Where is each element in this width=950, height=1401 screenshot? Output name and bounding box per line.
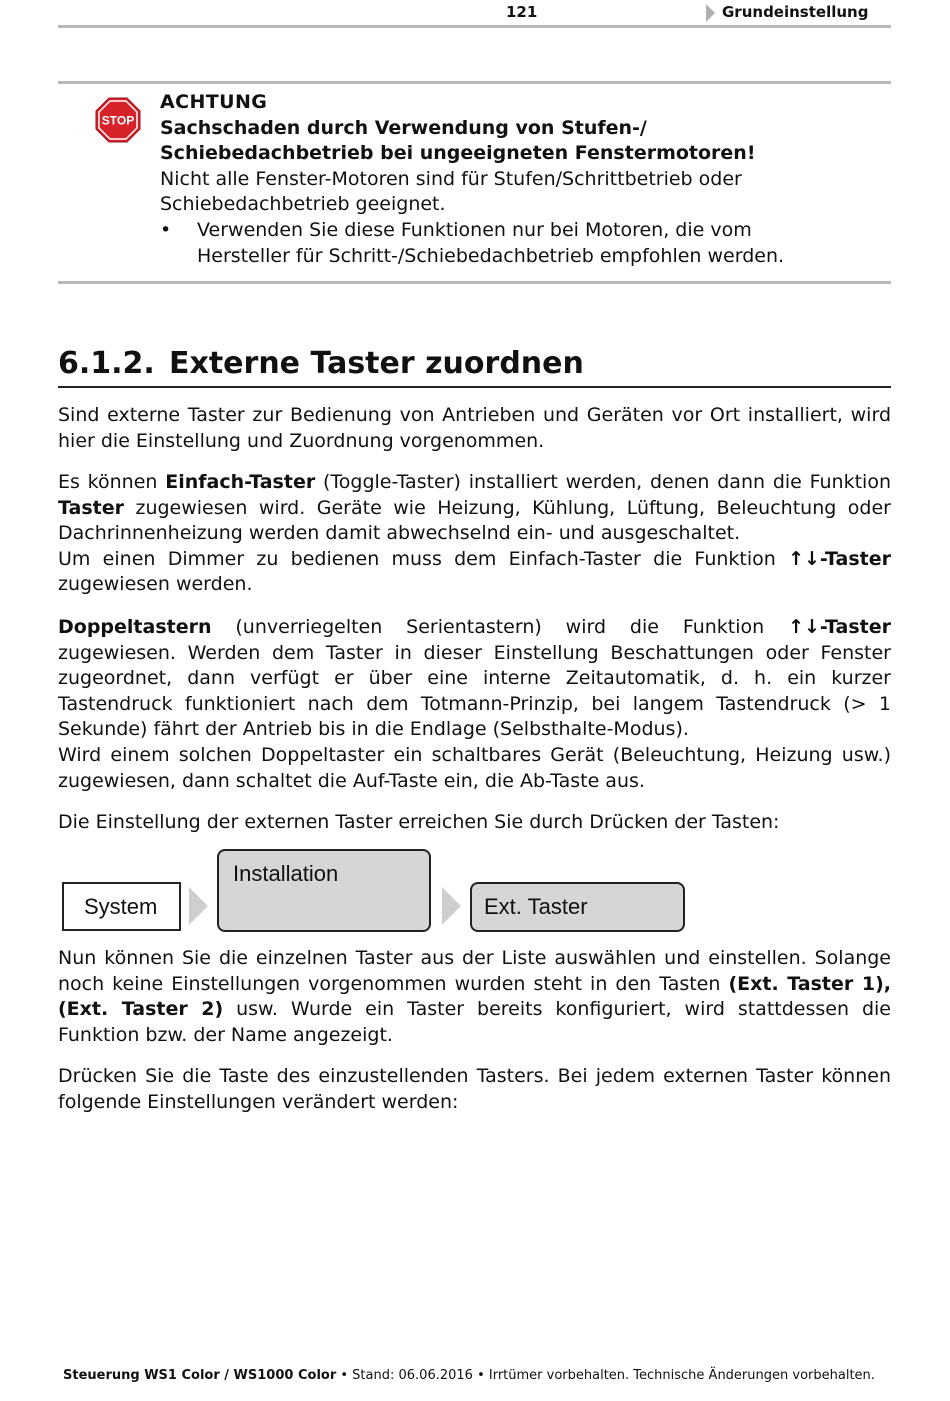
text-run: (unverriegelten Serientastern) wird die Funktion: [211, 616, 789, 638]
warning-box: [58, 81, 891, 284]
paragraph-select-list: [58, 946, 891, 1048]
warning-bullet-line-1: Verwenden Sie diese Funktionen nur bei Motoren, die vom: [197, 218, 752, 241]
text-run: usw. Wurde ein Taster bereits konfiguriert, wird stattdessen die Funktion bzw. der Name angezeigt.: [58, 998, 891, 1046]
term-ext-taster-labels: (Ext. Taster 1), (Ext. Taster 2): [58, 972, 891, 1021]
paragraph-single-button: [58, 470, 891, 598]
section-number: 6.1.2.: [58, 346, 155, 381]
warning-text-line-2: Schiebedachbetrieb geeignet.: [160, 193, 446, 216]
text-run: Um einen Dimmer zu bedienen muss dem Einfach-Taster die Funktion: [58, 547, 789, 570]
term-updown-taster: ↑↓-Taster: [788, 616, 891, 638]
arrow-right-icon: [442, 887, 461, 925]
arrow-right-icon: [189, 887, 208, 925]
bullet-icon: •: [160, 218, 172, 241]
text-run: (Toggle-Taster) installiert werden, denen dann die Funktion: [315, 471, 892, 493]
term-updown-taster: ↑↓-Taster: [788, 547, 891, 570]
footer-info: • Stand: 06.06.2016 • Irrtümer vorbehalten. Technische Änderungen vorbehalten.: [336, 1368, 875, 1383]
footer-product: Steuerung WS1 Color / WS1000 Color: [63, 1368, 337, 1383]
page-number: 121: [506, 3, 538, 21]
warning-title: ACHTUNG: [160, 91, 268, 113]
warning-text: [160, 90, 880, 269]
page-header: [58, 0, 891, 28]
paragraph-settings-intro: Drücken Sie die Taste des einzustellenden Tasters. Bei jedem externen Taster können folgende Einstellungen verändert werden:: [58, 1065, 891, 1113]
warning-subtitle-line-1: Sachschaden durch Verwendung von Stufen-/: [160, 116, 647, 139]
header-section-label: Grundeinstellung: [722, 3, 869, 21]
paragraph-navigation-intro: Die Einstellung der externen Taster erreichen Sie durch Drücken der Tasten:: [58, 811, 780, 833]
text-run: Nun können Sie die einzelnen Taster aus der Liste auswählen und einstellen. Solange noch keine Einstellungen vorgenommen wurden steht in den Tasten: [58, 947, 891, 995]
section-heading: [58, 344, 891, 388]
warning-bullet-line-2: Hersteller für Schritt-/Schiebedachbetrieb empfohlen werden.: [197, 244, 785, 267]
term-doppeltastern: Doppeltastern: [58, 616, 212, 638]
page-footer: [63, 1368, 875, 1383]
warning-subtitle-line-2: Schiebedachbetrieb bei ungeeigneten Fenstermotoren!: [160, 142, 756, 165]
text-run: Es können: [58, 471, 166, 493]
warning-bullet-item: [160, 218, 880, 269]
stop-sign-label: STOP: [101, 113, 135, 128]
ext-taster-button[interactable]: Ext. Taster: [470, 882, 685, 932]
stop-sign-icon: [95, 97, 141, 143]
warning-text-line-1: Nicht alle Fenster-Motoren sind für Stufen/Schrittbetrieb oder: [160, 167, 742, 190]
paragraph-intro: Sind externe Taster zur Bedienung von Antrieben und Geräten vor Ort installiert, wird hier die Einstellung und Zuordnung vorgenommen.: [58, 404, 891, 452]
paragraph-double-button: [58, 615, 891, 794]
system-button[interactable]: System: [62, 882, 181, 931]
text-run: zugewiesen wird. Geräte wie Heizung, Kühlung, Lüftung, Beleuchtung oder Dachrinnenheizung werden damit abwechselnd ein- und ausgeschaltet.: [58, 496, 891, 545]
section-title: Externe Taster zuordnen: [169, 346, 584, 381]
text-run: zugewiesen werden.: [58, 573, 253, 596]
installation-button[interactable]: Installation: [217, 849, 431, 932]
term-einfach-taster: Einfach-Taster: [165, 471, 316, 493]
term-taster: Taster: [58, 496, 124, 519]
text-run: zugewiesen. Werden dem Taster in dieser Einstellung Beschattungen oder Fenster zugeordnet, dann verfügt er über eine interne Zeitautomatik, d. h. ein kurzer Tastendruck funktioniert nach dem Totmann-Prinzip, bei langem Tastendruck (> 1 Sekunde) fährt der Antrieb bis in die Endlage (Selbsthalte-Modus).: [58, 641, 891, 741]
text-run: Wird einem solchen Doppeltaster ein schaltbares Gerät (Beleuchtung, Heizung usw.) zugewiesen, dann schaltet die Auf-Taste ein, die Ab-Taste aus.: [58, 743, 891, 792]
header-triangle-icon: [706, 4, 715, 22]
